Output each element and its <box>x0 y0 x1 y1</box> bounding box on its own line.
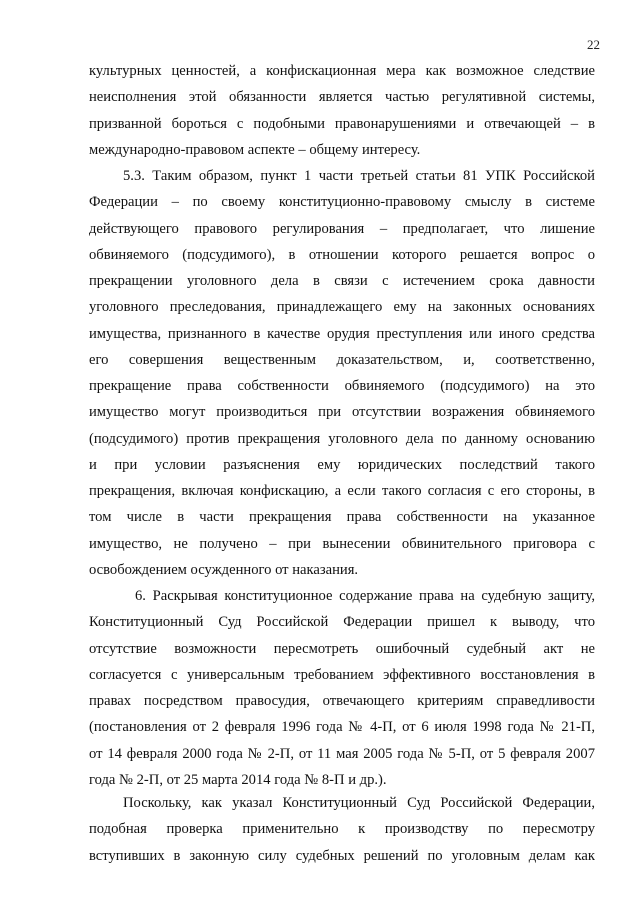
text-line: (подсудимого) против прекращения уголовного дела по данному основанию <box>89 430 595 447</box>
text-line: действующего правового регулирования – предполагает, что лишение <box>89 220 595 237</box>
text-line: подобная проверка применительно к производству по пересмотру <box>89 821 595 838</box>
text-line: 5.3. Таким образом, пункт 1 части третьей статьи 81 УПК Российской <box>123 168 595 184</box>
paragraph-5-3 <box>89 163 595 583</box>
paragraph-poskolku <box>89 790 595 869</box>
text-line: культурных ценностей, а конфискационная мера как возможное следствие <box>89 63 595 79</box>
text-line: Федерации – по своему конституционно-правовому смыслу в системе <box>89 194 595 211</box>
text-line: том числе в части прекращения права собственности на указанное <box>89 509 595 526</box>
text-line: отсутствие возможности пересмотреть ошибочный судебный акт не <box>89 640 595 657</box>
text-line: уголовного преследования, принадлежащего ему на законных основаниях <box>89 299 595 316</box>
text-line: имущество, не получено – при вынесении обвинительного приговора с <box>89 535 595 552</box>
text-line: имущество могут производиться при отсутствии возражения обвиняемого <box>89 404 595 421</box>
text-line: 6. Раскрывая конституционное содержание права на судебную защиту, <box>135 588 595 604</box>
text-line: освобождением осужденного от наказания. <box>89 561 359 578</box>
text-line: Поскольку, как указал Конституционный Суд Российской Федерации, <box>123 795 595 811</box>
text-line: призванной бороться с подобными правонарушениями и отвечающей – в <box>89 115 595 132</box>
text-line: его совершения вещественным доказательством, и, соответственно, <box>89 351 595 368</box>
paragraph-1 <box>89 58 595 163</box>
text-line: Конституционный Суд Российской Федерации пришел к выводу, что <box>89 614 595 631</box>
text-line: согласуется с универсальным требованием эффективного восстановления в <box>89 666 595 683</box>
text-line: (постановления от 2 февраля 1996 года № 4-П, от 6 июля 1998 года № 21-П, <box>89 719 595 736</box>
text-line: от 14 февраля 2000 года № 2-П, от 11 мая 2005 года № 5-П, от 5 февраля 2007 <box>89 745 595 762</box>
text-line: имущества, признанного в качестве орудия преступления или иного средства <box>89 325 595 342</box>
text-line: года № 2-П, от 25 марта 2014 года № 8-П и др.). <box>89 771 387 788</box>
paragraph-6 <box>89 583 595 793</box>
text-line: прекращении уголовного дела в связи с истечением срока давности <box>89 273 595 289</box>
text-line: обвиняемого (подсудимого), в отношении которого решается вопрос о <box>89 246 595 263</box>
text-line: прекращение права собственности обвиняемого (подсудимого) на это <box>89 378 595 394</box>
text-line: неисполнения этой обязанности является частью регулятивной системы, <box>89 89 595 106</box>
text-line: и при условии разъяснения ему юридических последствий такого <box>89 456 595 473</box>
text-line: международно-правовом аспекте – общему интересу. <box>89 141 421 158</box>
page-number: 22 <box>587 37 600 52</box>
text-line: вступивших в законную силу судебных решений по уголовным делам как <box>89 847 595 864</box>
text-line: правах посредством правосудия, отвечающего критериям справедливости <box>89 693 595 709</box>
text-line: прекращения, включая конфискацию, а если такого согласия с его стороны, в <box>89 483 595 499</box>
